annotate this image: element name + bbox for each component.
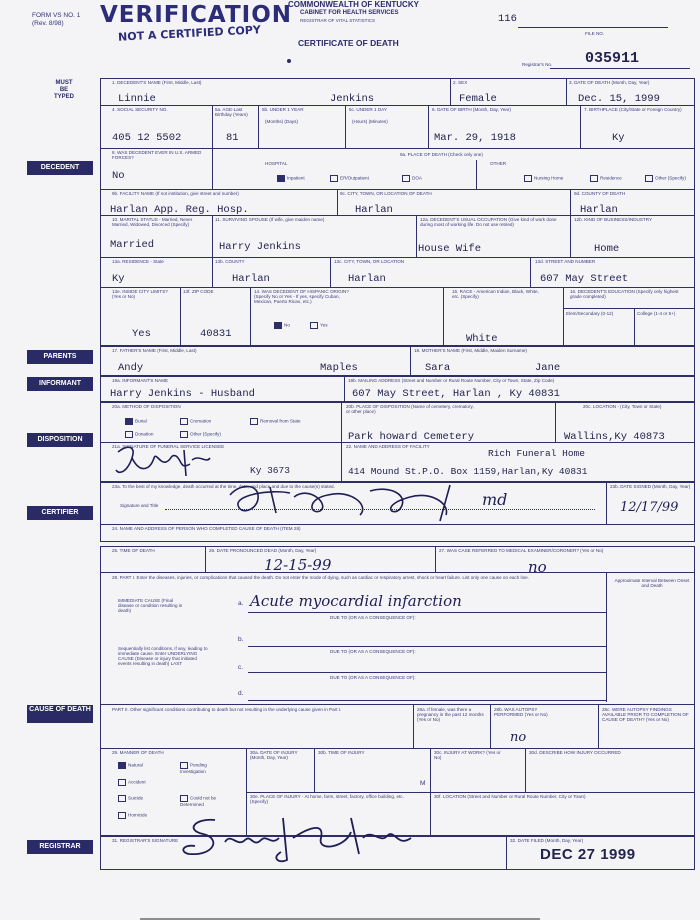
value-zip: 40831: [200, 328, 232, 340]
label-date-signed: 23b. DATE SIGNED (Month, Day, Year): [610, 484, 691, 489]
label-autopsy: 28b. WAS AUTOPSY PERFORMED (Yes or No): [494, 707, 548, 717]
label-marital: 10. MARITAL STATUS - Married, Never Married, Widowed, Divorced (Specify): [112, 217, 193, 227]
label-time-of-injury: 30b. TIME OF INJURY: [318, 750, 365, 755]
label-date-of-death: 3. DATE OF DEATH (Month, Day, Year): [569, 80, 650, 85]
label-signature-title: Signature and Title: [120, 503, 159, 508]
verification-stamp: VERIFICATION: [100, 2, 292, 28]
certifier-signature: [210, 475, 510, 530]
label-business: 12b. KIND OF BUSINESS/INDUSTRY: [574, 217, 653, 222]
checkbox-hispanic-yes: Yes: [310, 322, 328, 329]
registrar-no-label: Registrar's No.: [522, 62, 553, 67]
label-certifier-text: 23a. To the best of my knowledge, death occurred at the time, date, and place and due to the cause(s) stated.: [112, 484, 335, 489]
label-interval: Approximate Interval Between Onset and Death: [614, 578, 690, 588]
form-number: FORM VS NO. 1: [32, 12, 81, 19]
value-referred: no: [528, 558, 547, 576]
label-hospital: HOSPITAL: [265, 161, 288, 166]
value-county-of-death: Harlan: [580, 204, 618, 216]
value-immediate-cause: Acute myocardial infarction: [250, 592, 462, 610]
value-autopsy: no: [510, 730, 527, 745]
value-certifier-md: md: [482, 490, 508, 509]
value-race: White: [466, 333, 498, 345]
value-pronounced: 12-15-99: [264, 556, 332, 574]
label-describe-injury: 30d. DESCRIBE HOW INJURY OCCURRED: [529, 750, 621, 755]
checkbox-accident: Accident: [118, 779, 146, 786]
label-place-of-death: 9a. PLACE OF DEATH (Check only one): [400, 152, 483, 157]
label-location-injury: 30f. LOCATION (Street and Number or Rural Route Number, City or Town): [434, 794, 586, 799]
section-certifier: CERTIFIER: [27, 506, 93, 520]
value-occupation: House Wife: [418, 243, 482, 255]
section-registrar: REGISTRAR: [27, 840, 93, 854]
form-revision: (Rev. 8/98): [32, 20, 64, 27]
label-funeral-signature: 21a. SIGNATURE OF FUNERAL SERVICE LICENSEE: [112, 444, 225, 449]
value-age: 81: [226, 132, 239, 144]
label-education-college: College (1-4 or 5+): [637, 311, 676, 316]
label-place-disposition: 20b. PLACE OF DISPOSITION (Name of cemetery, crematory, or other place): [346, 404, 474, 414]
value-res-city: Harlan: [348, 273, 386, 285]
label-birthplace: 7. BIRTHPLACE (City/State or Foreign Country): [584, 107, 682, 112]
checkbox-nursing-home: Nursing Home: [524, 175, 563, 182]
value-ssn: 405 12 5502: [112, 132, 182, 144]
file-number-value: 116: [498, 13, 517, 25]
value-location-disposition: Wallins,Ky 40873: [564, 431, 665, 443]
label-under-1-year-sub: (Months) (Days): [265, 119, 298, 124]
cabinet-title: CABINET FOR HEALTH SERVICES: [300, 10, 399, 16]
checkbox-homicide: Homicide: [118, 812, 147, 819]
label-informant-name: 19a. INFORMANT'S NAME: [112, 378, 169, 383]
value-father-last: Maples: [320, 362, 358, 374]
value-last-name: Jenkins: [330, 93, 375, 105]
label-name: 1. DECEDENT'S NAME (First, Middle, Last): [112, 80, 202, 85]
label-race: 15. RACE - American Indian, Black, White, etc. (Specify): [452, 289, 539, 299]
label-under-1-year: 5b. UNDER 1 YEAR: [262, 107, 304, 112]
value-spouse: Harry Jenkins: [219, 241, 301, 253]
checkbox-er: ER/Outpatient: [330, 175, 369, 182]
label-completed-by: 24. NAME AND ADDRESS OF PERSON WHO COMPLETED CAUSE OF DEATH (ITEM 28): [112, 526, 301, 531]
label-injury-at-work: 30c. INJURY AT WORK? (Yes or No): [434, 750, 501, 760]
label-inside-city: 13e. INSIDE CITY LIMITS? (Yes or No): [112, 289, 168, 299]
section-decedent: DECEDENT: [27, 161, 93, 175]
label-other: OTHER: [490, 161, 507, 166]
label-mother: 18. MOTHER'S NAME (First, Middle, Maiden Surname): [414, 348, 527, 353]
label-zip: 13f. ZIP CODE: [183, 289, 214, 294]
value-res-state: Ky: [112, 273, 125, 285]
value-business: Home: [594, 243, 620, 255]
label-res-city: 13c. CITY, TOWN, OR LOCATION: [334, 259, 405, 264]
label-location-disposition: 20c. LOCATION - (City, Town or State): [583, 404, 662, 409]
label-date-filed: 32. DATE FILED (Month, Day, Year): [510, 838, 584, 843]
label-county-of-death: 9d. COUNTY OF DEATH: [574, 191, 626, 196]
checkbox-removal: Removal from State: [250, 418, 301, 425]
label-pregnancy: 28a. If female, was there a pregnancy in the past 12 months (Yes or No): [417, 707, 484, 722]
commonwealth-title: COMMONWEALTH OF KENTUCKY: [288, 0, 419, 9]
value-date-filed: DEC 27 1999: [540, 846, 636, 863]
label-occupation: 12a. DECEDENT'S USUAL OCCUPATION (Give kind of work done during most of working life. Do not use retired): [420, 217, 557, 227]
checkbox-doa: DOA: [402, 175, 422, 182]
section-informant: INFORMANT: [27, 377, 93, 391]
must-be-typed: MUST BE TYPED: [53, 80, 74, 100]
checkbox-natural: Natural: [118, 762, 143, 769]
value-sex: Female: [459, 93, 497, 105]
value-res-street: 607 May Street: [540, 273, 629, 285]
checkbox-inpatient: Inpatient: [277, 175, 305, 182]
label-facility-address: 22. NAME AND ADDRESS OF FACILITY: [346, 444, 430, 449]
value-res-county: Harlan: [232, 273, 270, 285]
checkbox-cremation: Cremation: [180, 418, 211, 425]
registrar-title: REGISTRAR OF VITAL STATISTICS: [300, 18, 376, 23]
label-res-street: 13d. STREET AND NUMBER: [535, 259, 596, 264]
checkbox-donation: Donation: [125, 431, 153, 438]
registrar-no-value: 035911: [585, 50, 640, 67]
value-facility-address: 414 Mound St.P.O. Box 1159,Harlan,Ky 40831: [348, 466, 588, 477]
label-manner: 29. MANNER OF DEATH: [112, 750, 164, 755]
label-age: 5a. AGE-Last Birthday (Years): [215, 107, 248, 117]
label-res-state: 13a. RESIDENCE - State: [112, 259, 164, 264]
value-first-name: Linnie: [118, 93, 156, 105]
label-sequential: Sequentially list conditions, if any, leading to immediate cause. Enter UNDERLYING CAUSE (Disease or injury that initiated events resulting in death) LAST: [118, 646, 208, 666]
value-inside-city: Yes: [132, 328, 151, 340]
value-funeral-license: Ky 3673: [250, 465, 290, 476]
label-referred: 27. WAS CASE REFERRED TO MEDICAL EXAMINER/CORONER? (Yes or No): [439, 548, 604, 553]
label-under-1-day: 5c. UNDER 1 DAY: [349, 107, 387, 112]
label-part-2: PART II. Other significant conditions contributing to death but not resulting in the underlying cause given in Part I.: [112, 707, 342, 712]
label-dob: 6. DATE OF BIRTH (Month, Day, Year): [432, 107, 511, 112]
value-father-first: Andy: [118, 362, 144, 374]
file-no-label: FILE NO.: [585, 31, 605, 36]
label-due-to-c: DUE TO (OR AS A CONSEQUENCE OF):: [330, 675, 416, 680]
checkbox-residence: Residence: [590, 175, 622, 182]
label-method: 20a. METHOD OF DISPOSITION: [112, 404, 181, 409]
value-facility: Harlan App. Reg. Hosp.: [110, 204, 249, 216]
label-due-to-a: DUE TO (OR AS A CONSEQUENCE OF):: [330, 615, 416, 620]
checkbox-suicide: Suicide: [118, 795, 143, 802]
label-under-1-day-sub: (Hours) (Minutes): [352, 119, 388, 124]
label-date-of-injury: 30a. DATE OF INJURY (Month, Day, Year): [250, 750, 298, 760]
label-city-town: 9c. CITY, TOWN, OR LOCATION OF DEATH: [340, 191, 432, 196]
value-armed-forces: No: [112, 170, 125, 182]
section-parents: PARENTS: [27, 350, 93, 364]
checkbox-undetermined: Could not be Determined: [180, 795, 217, 807]
label-part-1: 28. PART I. Enter the diseases, injuries, or complications that caused the death. Do not enter the mode of dying, such as cardiac or respiratory arrest, shock or heart failure. List only one cause on each line.: [112, 575, 529, 580]
value-date-of-death: Dec. 15, 1999: [578, 93, 660, 105]
death-certificate: FORM VS NO. 1 (Rev. 8/98) VERIFICATION NOT A CERTIFIED COPY COMMONWEALTH OF KENTUCKY CABINET FOR HEALTH SERVICES REGISTRAR OF VITAL STATISTICS CERTIFICATE OF DEATH 116 FILE NO. Registrar's No. 035911 MUST BE TYPED DECEDENT PARENTS INFORMANT DISPOSITION CERTIFIER CAUSE OF DEATH REGISTRAR 1. DECEDENT'S NAME (First, Middle, Last) Linnie Jenkins 2. SEX Female 3. DATE OF DEATH (Month, Day, Year) Dec. 15, 1999 4. SOCIAL SECURITY NO. 405 12 5502 5a. AGE-Last Birthday (Years) 81 5b. UNDER 1 YEAR (Months) (Days) 5c. UNDER 1 DAY (Hours) (Minutes) 6. DATE OF BIRTH (Month, Day, Year) Mar. 29, 1918 7. BIRTHPLACE (City/State or Foreign Country) Ky 8. WAS DECEDENT EVER IN U.S. ARMED FORCES? No 9a. PLACE OF DEATH (Check only one) HOSPITAL OTHER Inpatient ER/Outpatient DOA Nursing Home Residence Other (Specify) 9b. FACILITY NAME (If not institution, give street and number) Harlan App. Reg. Hosp. 9c. CITY, TOWN, OR LOCATION OF DEATH Harlan 9d. COUNTY OF DEATH Harlan 10. MARITAL STATUS - Married, Never Married, Widowed, Divorced (Specify) Married 11. SURVIVING SPOUSE (If wife, give maiden name) Harry Jenkins 12a. DECEDENT'S USUAL OCCUPATION (Give kind of work done during most of working life. Do not use retired) House Wife 12b. KIND OF BUSINESS/INDUSTRY Home 13a. RESIDENCE - State Ky 13b. COUNTY Harlan 13c. CITY, TOWN, OR LOCATION Harlan 13d. STREET AND NUMBER 607 May Street 13e. INSIDE CITY LIMITS? (Yes or No) Yes 13f. ZIP CODE 40831 14. WAS DECEDENT OF HISPANIC ORIGIN? (Specify No or Yes - If yes, specify Cuban, Mexican, Puerto Rican, etc.) No Yes 15. RACE - American Indian, Black, White, etc. (Specify) White 16. DECEDENT'S EDUCATION (Specify only highest grade completed) Elem/Secondary (0-12) College (1-4 or 5+) 17. FATHER'S NAME (First, Middle, Last) Andy Maples 18. MOTHER'S NAME (First, Middle, Maiden Surname) Sara Jane 19a. INFORMANT'S NAME Harry Jenkins - Husband 19b. MAILING ADDRESS (Street and Number or Rural Route Number, City or Town, State, Zip Code) 607 May Street, Harlan , Ky 40831 20a. METHOD OF DISPOSITION Burial Cremation Removal from State Donation Other (Specify) 20b. PLACE OF DISPOSITION (Name of cemetery, crematory, or other place) Park howard Cemetery 20c. LOCATION - (City, Town or State) Wallins,Ky 40873 21a. SIGNATURE OF FUNERAL SERVICE LICENSEE Ky 3673 22. NAME AND ADDRESS OF FACILITY Rich Funeral Home 414 Mound St.P.O. Box 1159,Harlan,Ky 40831 23a. To the best of my knowledge, death occurred at the time, date, and place and due to the cause(s) stated. Signature and Title md 23b. DATE SIGNED (Month, Day, Year) 12/17/99 24. NAME AND ADDRESS OF PERSON WHO COMPLETED CAUSE OF DEATH (ITEM 28) 25. TIME OF DEATH 26. DATE PRONOUNCED DEAD (Month, Day, Year) 12-15-99 27. WAS CASE REFERRED TO MEDICAL EXAMINER/CORONER? (Yes or No) no 28. PART I. Enter the diseases, injuries, or complications that caused the death. Do not enter the mode of dying, such as cardiac or respiratory arrest, shock or heart failure. List only one cause on each line. Approximate Interval Between Onset and Death IMMEDIATE CAUSE (Final disease or condition resulting in death) a. Acute myocardial infarction DUE TO (OR AS A CONSEQUENCE OF): Sequentially list conditions, if any, leading to immediate cause. Enter UNDERLYING CAUSE (Disease or injury that initiated events resulting in death) LAST b. DUE TO (OR AS A CONSEQUENCE OF): c. DUE TO (OR AS A CONSEQUENCE OF): d. PART II. Other significant conditions contributing to death but not resulting in the underlying cause given in Part I. 28a. If female, was there a pregnancy in the past 12 months (Yes or No) 28b. WAS AUTOPSY PERFORMED (Yes or No) no 28c. WERE AUTOPSY FINDINGS AVAILABLE PRIOR TO COMPLETION OF CAUSE OF DEATH? (Yes or No) 29. MANNER OF DEATH Natural Pending Investigation Accident Suicide Could not be Determined Homicide 30a. DATE OF INJURY (Month, Day, Year) 30b. TIME OF INJURY M 30c. INJURY AT WORK? (Yes or No) 30d. DESCRIBE HOW INJURY OCCURRED 30e. PLACE OF INJURY - At home, farm, street, factory, office building, etc. (Specify) 30f. LOCATION (Street and Number or Rural Route Number, City or Town) 31. REGISTRAR'S SIGNATURE 32. DATE FILED (Month, Day, Year) DEC 27 1999: [0, 0, 700, 920]
checkbox-hispanic-no: No: [274, 322, 290, 329]
value-marital: Married: [110, 239, 155, 251]
value-mother-last: Jane: [535, 362, 561, 374]
value-birthplace: Ky: [612, 132, 625, 144]
checkbox-other-disp: Other (Specify): [180, 431, 221, 438]
label-res-county: 13b. COUNTY: [215, 259, 245, 264]
value-city-town: Harlan: [355, 204, 393, 216]
label-facility: 9b. FACILITY NAME (If not institution, give street and number): [112, 191, 239, 196]
checkbox-pending: Pending Investigation: [180, 762, 207, 774]
value-place-disposition: Park howard Cemetery: [348, 431, 475, 443]
label-time-of-death: 25. TIME OF DEATH: [112, 548, 155, 553]
label-education-elem: Elem/Secondary (0-12): [566, 311, 614, 316]
label-autopsy-findings: 28c. WERE AUTOPSY FINDINGS AVAILABLE PRIOR TO COMPLETION OF CAUSE OF DEATH? (Yes or No): [602, 707, 689, 722]
label-pronounced: 26. DATE PRONOUNCED DEAD (Month, Day, Year): [209, 548, 317, 553]
label-immediate-cause: IMMEDIATE CAUSE (Final disease or condition resulting in death): [118, 598, 183, 613]
not-certified-stamp: NOT A CERTIFIED COPY: [117, 23, 262, 44]
value-informant: Harry Jenkins - Husband: [110, 388, 255, 400]
checkbox-burial: Burial: [125, 418, 147, 425]
punch-dot: [287, 59, 291, 63]
section-disposition: DISPOSITION: [27, 433, 93, 447]
label-father: 17. FATHER'S NAME (First, Middle, Last): [112, 348, 197, 353]
value-dob: Mar. 29, 1918: [434, 132, 516, 144]
checkbox-other: Other (Specify): [645, 175, 686, 182]
value-date-signed: 12/17/99: [620, 500, 679, 515]
value-funeral-home: Rich Funeral Home: [488, 448, 585, 459]
label-due-to-b: DUE TO (OR AS A CONSEQUENCE OF):: [330, 649, 416, 654]
section-cause-of-death: CAUSE OF DEATH: [27, 705, 93, 723]
label-registrar-signature: 31. REGISTRAR'S SIGNATURE: [112, 838, 179, 843]
value-mother-first: Sara: [425, 362, 451, 374]
label-hispanic: 14. WAS DECEDENT OF HISPANIC ORIGIN? (Specify No or Yes - If yes, specify Cuban, Mexican, Puerto Rican, etc.): [254, 289, 349, 304]
registrar-signature: [175, 808, 435, 870]
label-sex: 2. SEX: [453, 80, 468, 85]
value-mailing: 607 May Street, Harlan , Ky 40831: [352, 388, 560, 400]
certificate-title: CERTIFICATE OF DEATH: [298, 38, 399, 48]
label-spouse: 11. SURVIVING SPOUSE (If wife, give maiden name): [215, 217, 325, 222]
label-mailing: 19b. MAILING ADDRESS (Street and Number or Rural Route Number, City or Town, State, Zip Code): [348, 378, 555, 383]
label-armed-forces: 8. WAS DECEDENT EVER IN U.S. ARMED FORCES?: [112, 150, 202, 160]
label-ssn: 4. SOCIAL SECURITY NO.: [112, 107, 168, 112]
label-education: 16. DECEDENT'S EDUCATION (Specify only highest grade completed): [570, 289, 679, 299]
label-place-of-injury: 30e. PLACE OF INJURY - At home, farm, street, factory, office building, etc. (Specify): [250, 794, 404, 804]
